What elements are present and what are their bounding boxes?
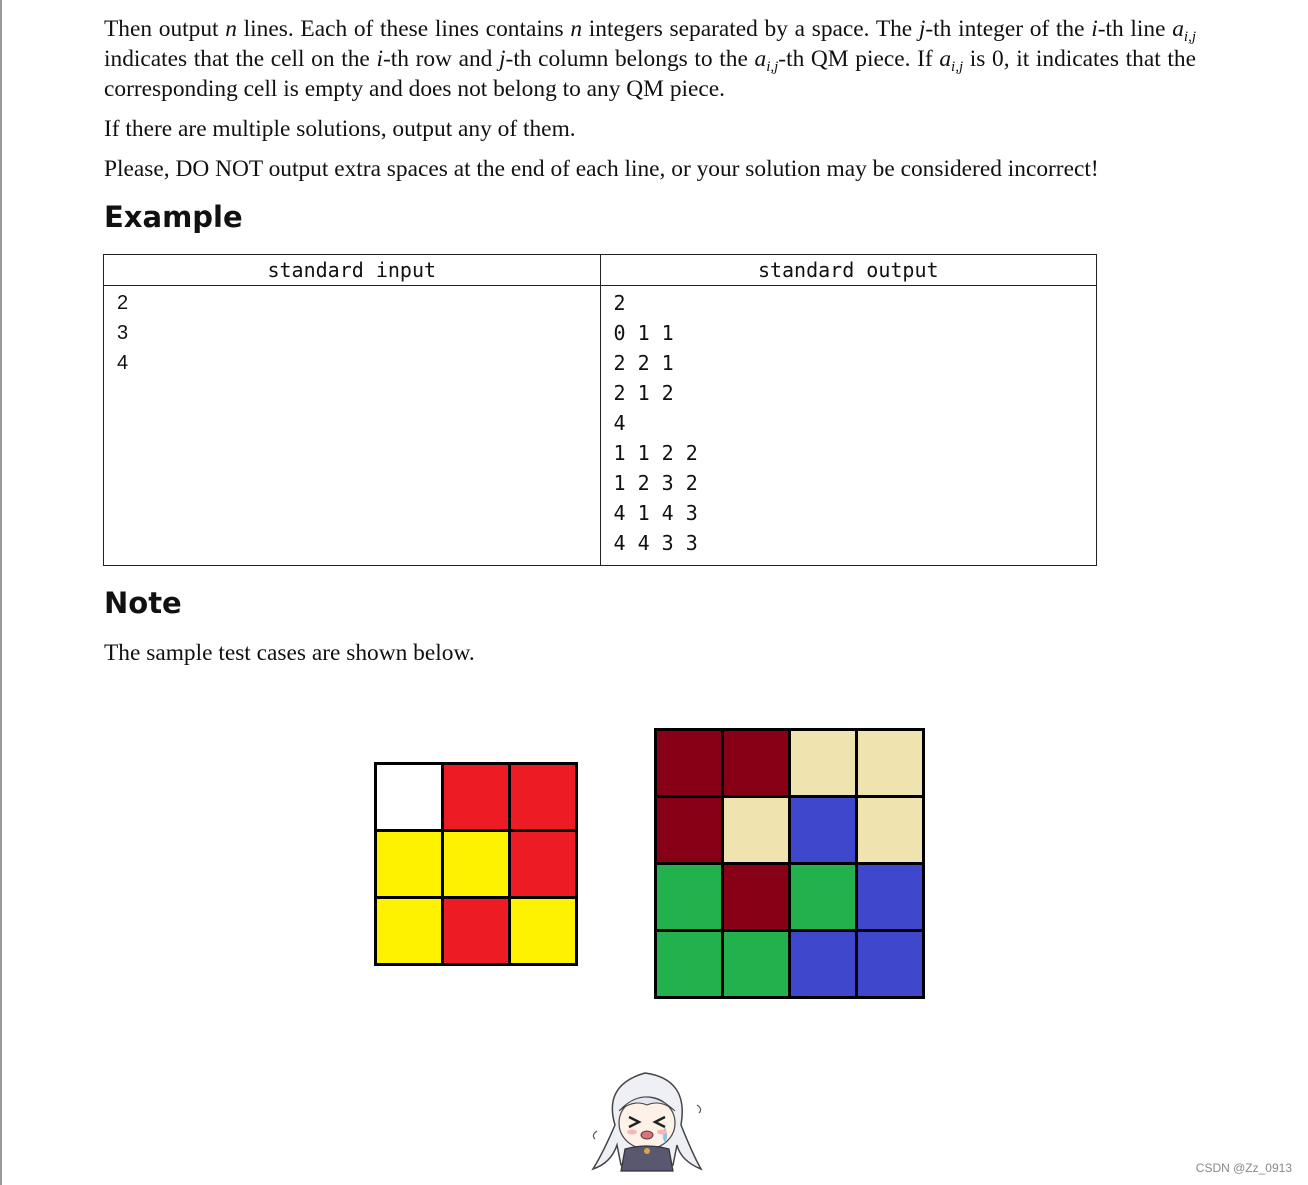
grid-cell-piece-3 [858,865,922,929]
output-line: 2 2 1 [613,351,674,375]
sample-grid-4x4 [654,728,925,999]
output-line: 1 1 2 2 [613,441,698,465]
grid-cell-piece-1 [444,899,508,963]
grid-cell-piece-4 [724,932,788,996]
grid-cell-piece-3 [791,798,855,862]
output-line: 0 1 1 [613,321,674,345]
output-line: 4 [613,411,626,435]
grid-cell-piece-2 [791,731,855,795]
grid-cell-piece-4 [657,865,721,929]
grid-cell-piece-2 [511,899,575,963]
grid-cell-piece-3 [858,932,922,996]
input-line: 2 [117,292,129,314]
csdn-watermark: CSDN @Zz_0913 [1195,1161,1292,1175]
example-heading: Example [104,200,243,234]
output-line: 4 1 4 3 [613,501,698,525]
input-line: 3 [117,322,129,344]
grid-cell-piece-1 [724,731,788,795]
grid-cell-piece-2 [858,731,922,795]
grid-cell-piece-1 [657,731,721,795]
grid-cell-piece-2 [377,899,441,963]
standard-output-cell [600,286,1097,566]
note-text: The sample test cases are shown below. [104,640,475,666]
no-extra-spaces-paragraph: Please, DO NOT output extra spaces at the end of each line, or your solution may be considered incorrect! [104,156,1099,182]
standard-output-header: standard output [600,255,1097,286]
multiple-solutions-paragraph: If there are multiple solutions, output any of them. [104,116,576,142]
output-description-paragraph: Then output n lines. Each of these lines contains n integers separated by a space. The j-th integer of the i-th line $a_{i,j}$ indicates that the cell on the i-th row and j-th column belongs to the $a_{i,j}-th$ QM piece. If $a_{i,j}$ is 0, it indicates that the corresponding cell is empty and does not belong to any QM piece. [104,16,1196,102]
grid-cell-piece-2 [377,832,441,896]
input-line: 4 [117,352,129,374]
grid-cell-piece-4 [791,865,855,929]
grid-cell-piece-1 [511,832,575,896]
page-left-border [0,0,2,1185]
standard-input-cell [104,286,601,566]
standard-input-lines [104,286,600,378]
chibi-mascot-illustration [585,1065,709,1177]
example-io-table [103,254,1097,566]
grid-cell-piece-1 [444,765,508,829]
output-line: 2 1 2 [613,381,674,405]
sample-grid-3x3 [374,762,578,966]
grid-cell-piece-2 [444,832,508,896]
grid-cell-piece-1 [657,798,721,862]
grid-cell-piece-1 [724,865,788,929]
grid-cell-piece-3 [791,932,855,996]
note-heading: Note [104,586,182,620]
standard-output-lines [601,286,1097,558]
grid-cell-piece-4 [657,932,721,996]
output-line: 1 2 3 2 [613,471,698,495]
grid-cell-piece-1 [511,765,575,829]
grid-cell-piece-0 [377,765,441,829]
output-line: 4 4 3 3 [613,531,698,555]
grid-cell-piece-2 [724,798,788,862]
grid-cell-piece-2 [858,798,922,862]
output-line: 2 [613,291,626,315]
standard-input-header: standard input [104,255,601,286]
